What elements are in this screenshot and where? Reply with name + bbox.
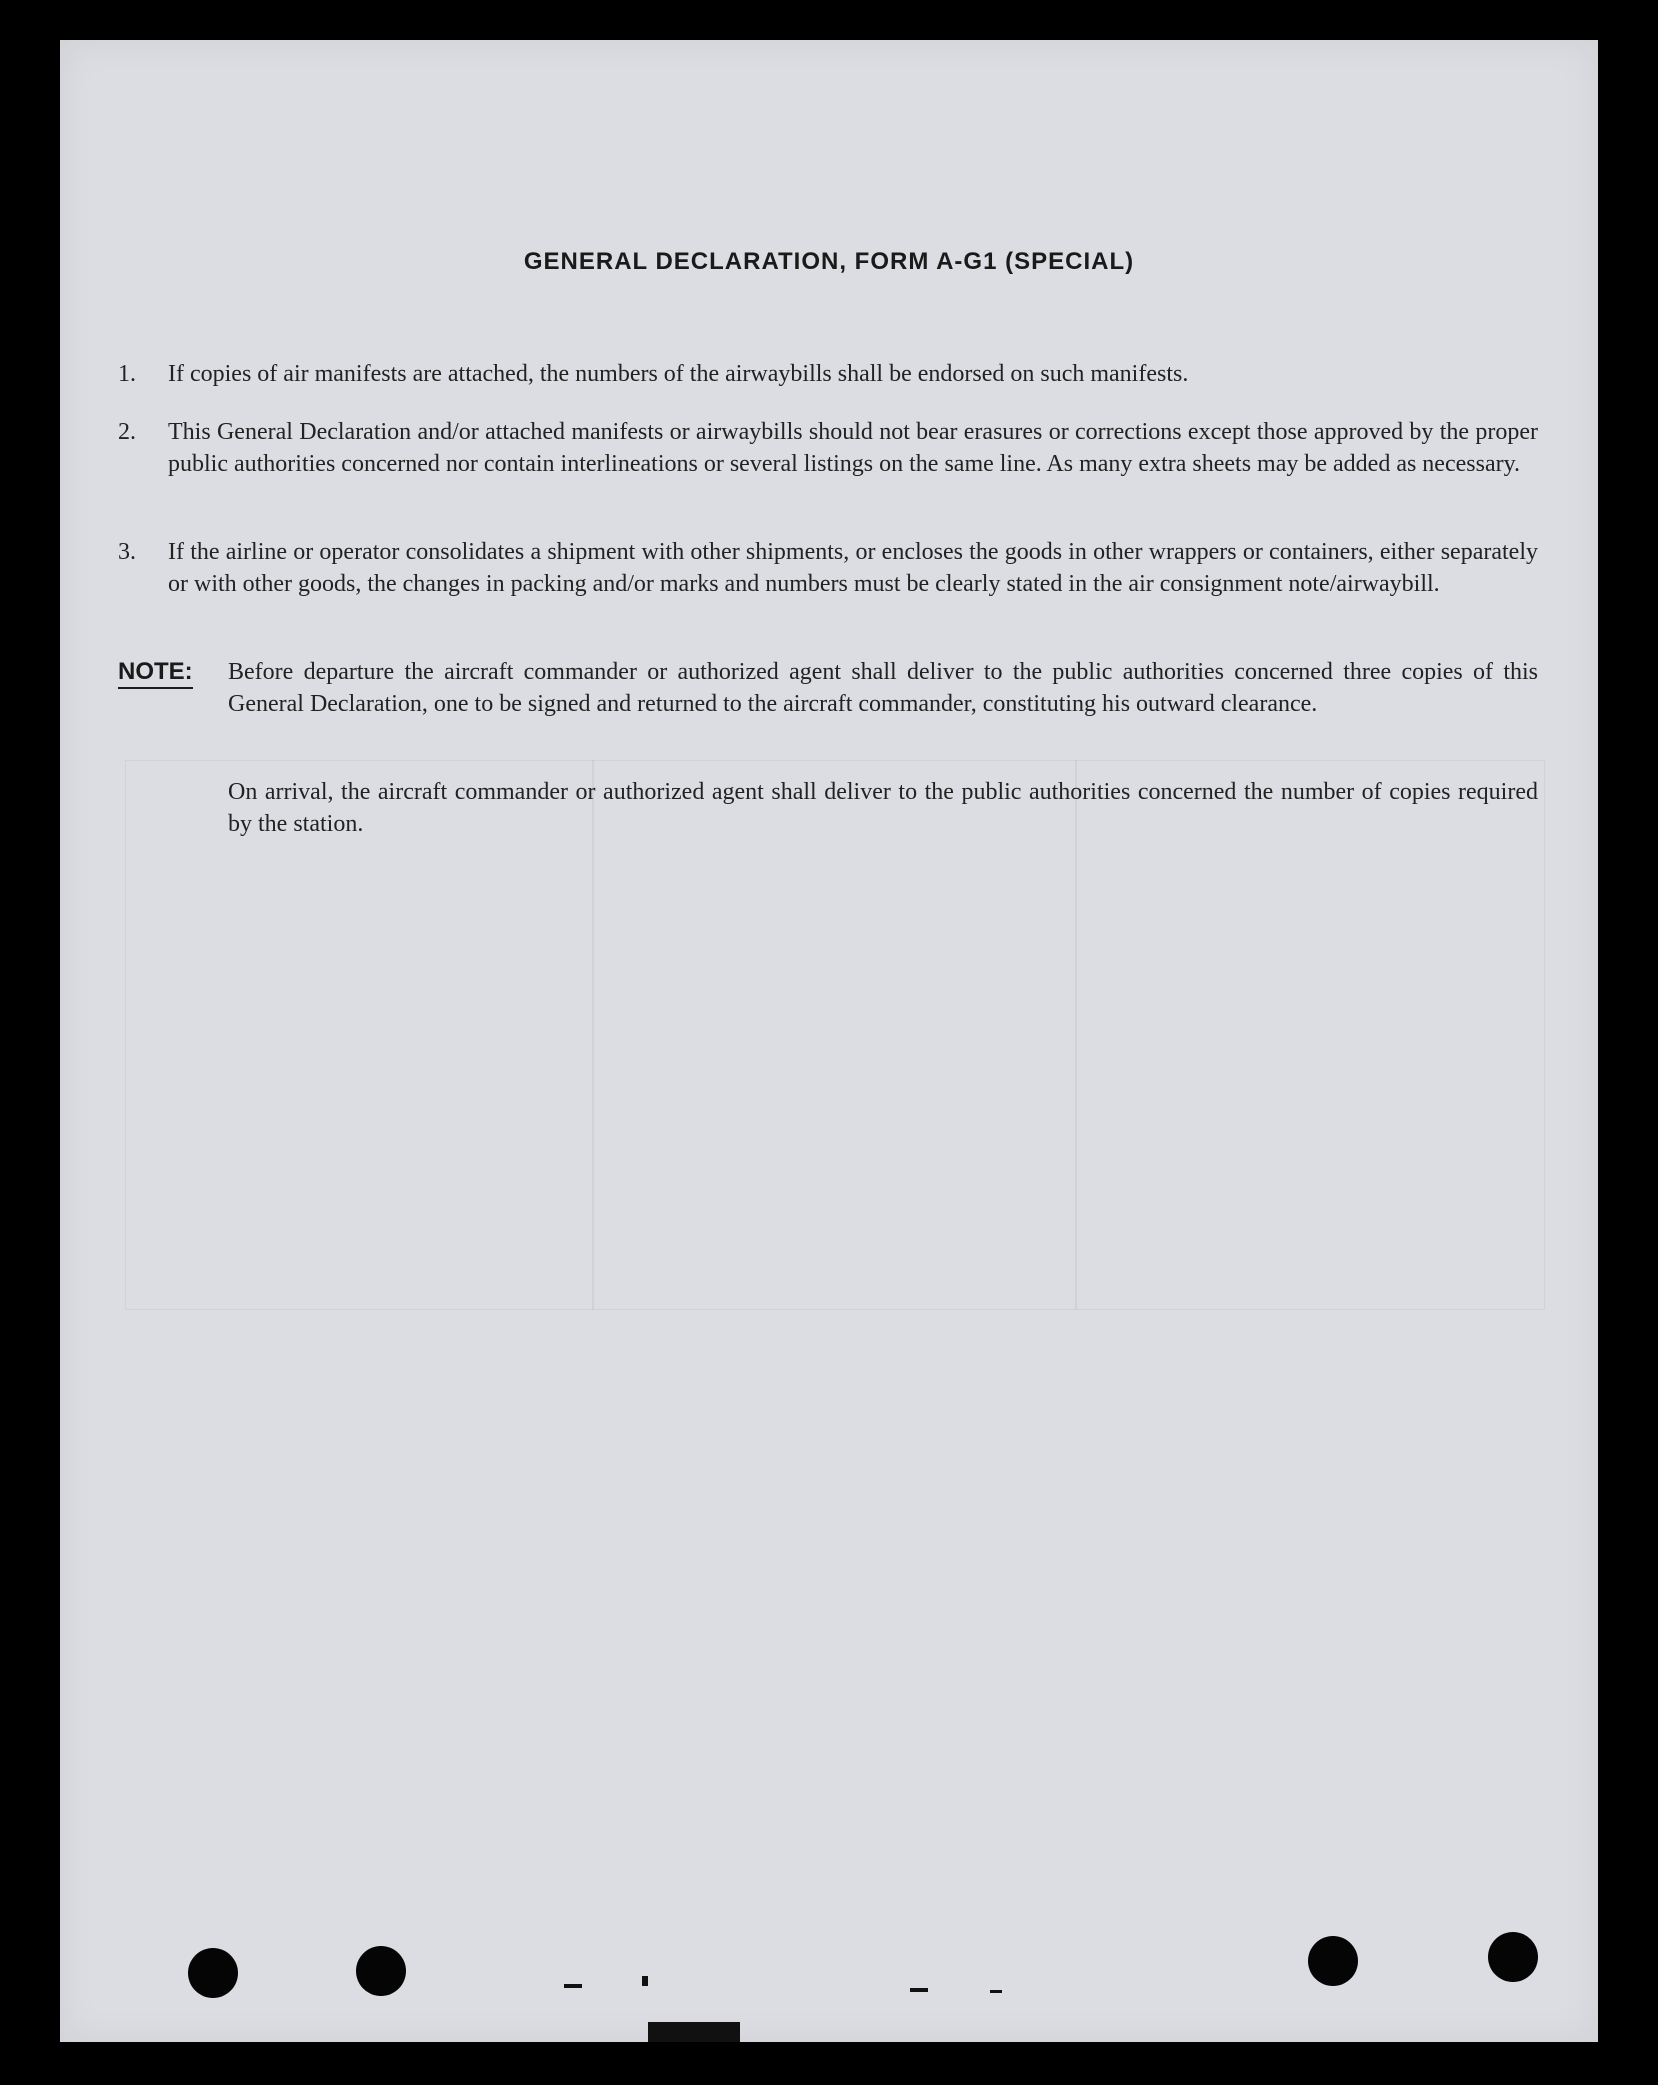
list-item [118,416,1598,480]
list-item [118,536,1598,600]
document-page [60,40,1598,2042]
scan-mark [564,1984,582,1988]
scan-mark [990,1990,1002,1993]
punch-hole [1308,1936,1358,1986]
bleed-through-heading [410,190,421,224]
bleed-through-table-divider-2 [1075,760,1077,1310]
list-item-number: 2. [118,419,136,445]
punch-hole [188,1948,238,1998]
list-item [118,358,1598,390]
list-item-text: If the airline or operator consolidates a shipment with other shipments, or encloses the goods in other wrappers or containers, either separately or with other goods, the changes in packing and/or marks and numbers must be clearly stated in the air consignment note/airwaybill. [168,539,1538,597]
punch-hole [356,1946,406,1996]
list-item-number: 3. [118,539,136,565]
list-item-text: This General Declaration and/or attached manifests or airwaybills should not bear erasures or corrections except those approved by the proper public authorities concerned nor contain interlineations or several listings on the same line. As many extra sheets may be added as necessary. [168,419,1538,477]
punch-hole [1488,1932,1538,1982]
bleed-through-table-divider-1 [592,760,594,1310]
scan-mark [910,1988,928,1992]
list-item-text: If copies of air manifests are attached, the numbers of the airwaybills shall be endorsed on such manifests. [168,361,1189,387]
page-title: GENERAL DECLARATION, FORM A-G1 (SPECIAL) [523,248,1135,275]
note-paragraph: Before departure the aircraft commander or authorized agent shall deliver to the public authorities concerned three copies of this General Declaration, one to be signed and returned to the aircraft commander, constituting his outward clearance. [228,659,1538,717]
bleed-through-table [125,760,1545,1310]
note-label: NOTE: [118,658,193,689]
note-paragraph: On arrival, the aircraft commander or authorized agent shall deliver to the public authorities concerned the number of copies required by the station. [228,779,1538,837]
scan-mark [648,2022,740,2042]
scan-mark [642,1976,648,1986]
list-item-number: 1. [118,361,136,387]
